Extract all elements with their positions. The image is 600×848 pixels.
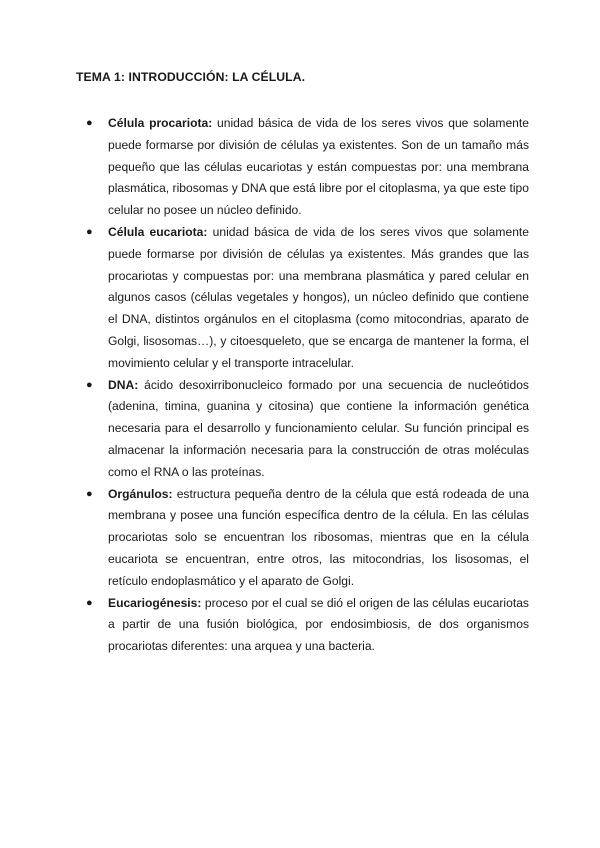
list-item-celula-procariota — [84, 113, 529, 222]
bullet-icon: ● — [86, 117, 93, 129]
list-item-dna — [84, 375, 529, 484]
term-name: Orgánulos: — [108, 486, 173, 501]
term-definition: estructura pequeña dentro de la célula que está rodeada de una membrana y posee una función específica dentro de la célula. En las células procariotas solo se encuentran los ribosomas, mientras que en la célula eucariota se encuentran, entre otros, las mitocondrias, los lisosomas, el retículo endoplasmático y el aparato de Golgi. — [108, 486, 529, 588]
list-item-celula-eucariota — [84, 222, 529, 375]
list-item-eucariogenesis — [84, 593, 529, 658]
bullet-icon: ● — [86, 225, 93, 238]
term-definition: proceso por el cual se dió el origen de las células eucariotas a partir de una fusión biológica, por endosimbiosis, de dos organismos procariotas diferentes: una arquea y una bacteria. — [108, 595, 529, 654]
term-name: DNA: — [108, 377, 139, 392]
term-definition: unidad básica de vida de los seres vivos que solamente puede formarse por división de células ya existentes. Son de un tamaño más pequeño que las células eucariotas y están compuestas por: una membrana plasmática, ribosomas y DNA que está libre por el citoplasma, ya que este tipo celular no posee un núcleo definido. — [108, 116, 529, 218]
document-title: TEMA 1: INTRODUCCIÓN: LA CÉLULA. — [76, 70, 306, 84]
term-name: Célula procariota: — [108, 116, 213, 130]
term-name: Célula eucariota: — [108, 224, 208, 239]
term-definition: unidad básica de vida de los seres vivos que solamente puede formarse por división de células ya existentes. Más grandes que las procariotas y compuestas por: una membrana plasmática y pared celular en algunos casos (células vegetales y hongos), un núcleo definido que contiene el DNA, distintos orgánulos en el citoplasma (como mitocondrias, aparato de Golgi, lisosomas…), y citoesqueleto, que se encarga de mantener la forma, el movimiento celular y el transporte intracelular. — [108, 224, 530, 370]
term-name: Eucariogénesis: — [108, 595, 202, 610]
bullet-icon: ● — [86, 378, 93, 391]
bullet-icon: ● — [86, 596, 93, 609]
list-item-organulos — [84, 484, 529, 593]
term-definition: ácido desoxirribonucleico formado por una secuencia de nucleótidos (adenina, timina, guanina y citosina) que contiene la información genética necesaria para el desarrollo y funcionamiento celular. Su función principal es almacenar la información necesaria para la construcción de otras moléculas como el RNA o las proteínas. — [108, 377, 529, 479]
bullet-icon: ● — [86, 487, 93, 500]
definition-list — [84, 113, 529, 658]
